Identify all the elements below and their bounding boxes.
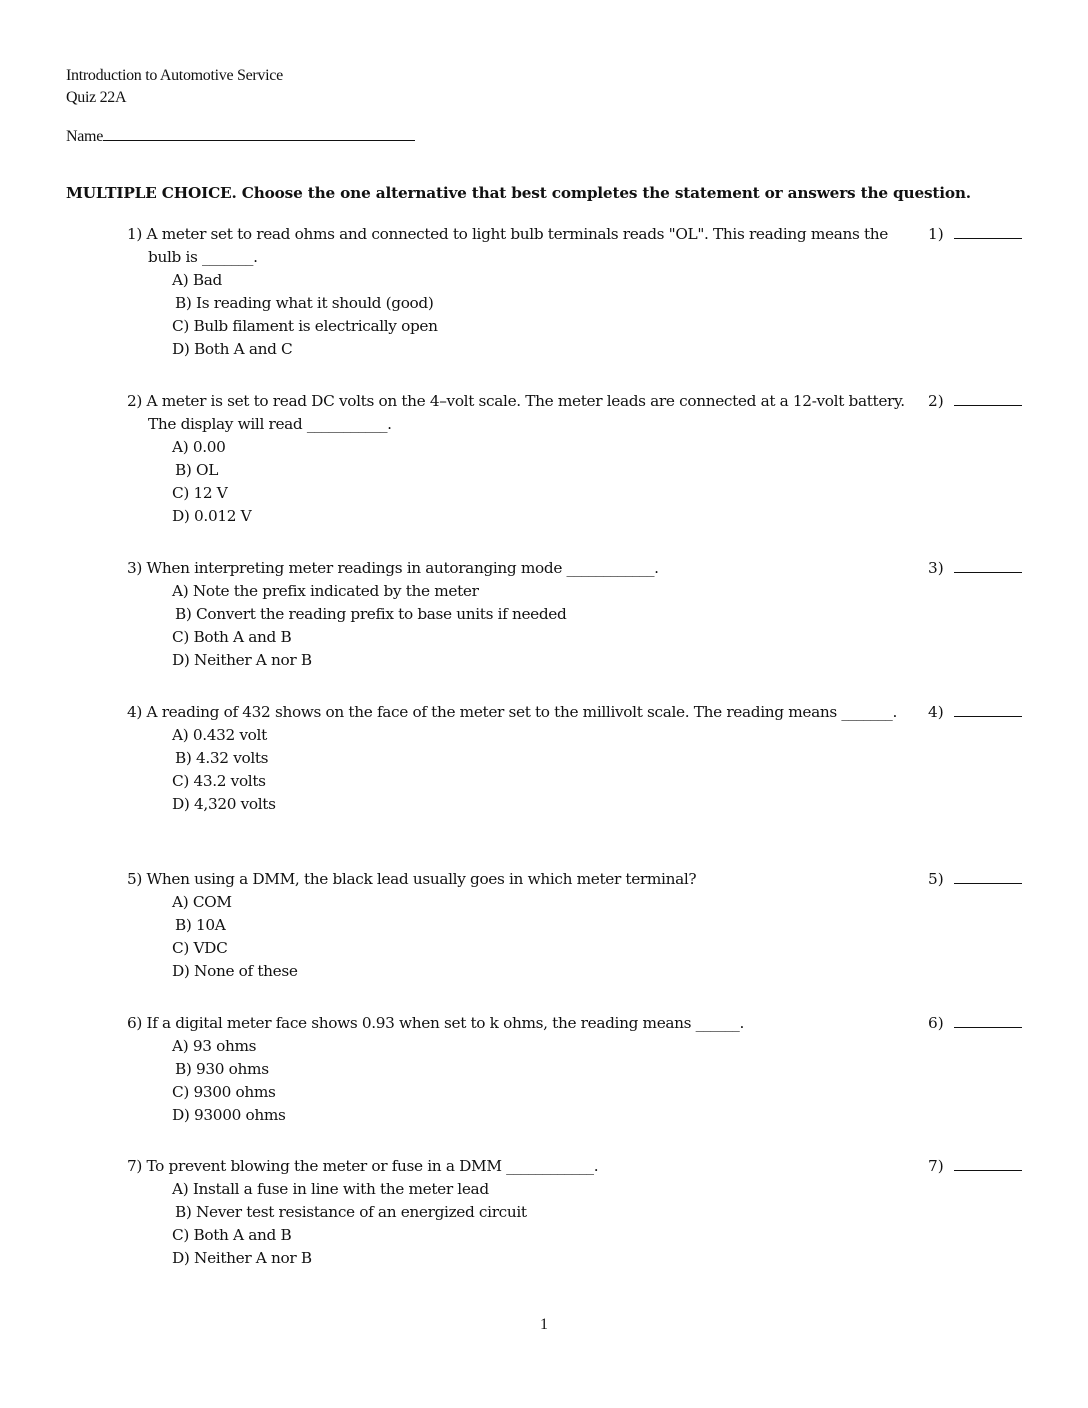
- answer-line[interactable]: [954, 702, 1022, 717]
- answer-line[interactable]: [954, 391, 1022, 406]
- answer-option[interactable]: D) 4,320 volts: [172, 795, 276, 813]
- answer-line[interactable]: [954, 1156, 1022, 1171]
- answer-option[interactable]: C) Both A and B: [172, 628, 292, 646]
- question-stem: 5) When using a DMM, the black lead usually goes in which meter terminal?: [127, 870, 697, 888]
- instructions: MULTIPLE CHOICE. Choose the one alternative that best completes the statement or answers the question.: [66, 184, 971, 202]
- course-title: Introduction to Automotive Service: [66, 67, 283, 84]
- answer-option[interactable]: B) Is reading what it should (good): [175, 294, 434, 312]
- question-stem: 4) A reading of 432 shows on the face of the meter set to the millivolt scale. The reading means _______.: [127, 703, 897, 721]
- answer-blank-7[interactable]: [928, 1155, 1028, 1178]
- answer-option[interactable]: D) 93000 ohms: [172, 1106, 286, 1124]
- question-3: [127, 557, 917, 672]
- answer-line[interactable]: [954, 1013, 1022, 1028]
- question-2: [127, 390, 917, 528]
- question-1: [127, 223, 917, 361]
- answer-option[interactable]: A) 0.00: [172, 438, 226, 456]
- quiz-title: Quiz 22A: [66, 89, 127, 106]
- answer-option[interactable]: B) 10A: [175, 916, 226, 934]
- answer-option[interactable]: B) Never test resistance of an energized circuit: [175, 1203, 527, 1221]
- answer-option[interactable]: B) OL: [175, 461, 219, 479]
- answer-blank-1[interactable]: [928, 223, 1028, 246]
- answer-number: 7): [928, 1157, 944, 1175]
- answer-blank-4[interactable]: [928, 701, 1028, 724]
- answer-blank-5[interactable]: [928, 868, 1028, 891]
- answer-number: 6): [928, 1014, 944, 1032]
- answer-number: 2): [928, 392, 944, 410]
- answer-option[interactable]: A) 0.432 volt: [172, 726, 267, 744]
- question-stem: 6) If a digital meter face shows 0.93 when set to k ohms, the reading means ______.: [127, 1014, 744, 1032]
- name-blank-line[interactable]: [103, 124, 415, 141]
- answer-number: 4): [928, 703, 944, 721]
- answer-option[interactable]: C) Both A and B: [172, 1226, 292, 1244]
- answer-number: 5): [928, 870, 944, 888]
- answer-option[interactable]: B) 4.32 volts: [175, 749, 269, 767]
- answer-option[interactable]: D) Neither A nor B: [172, 1249, 312, 1267]
- answer-option[interactable]: A) Note the prefix indicated by the meter: [172, 582, 479, 600]
- answer-option[interactable]: C) Bulb filament is electrically open: [172, 317, 438, 335]
- answer-option[interactable]: C) 12 V: [172, 484, 228, 502]
- question-stem: 3) When interpreting meter readings in autoranging mode ____________.: [127, 559, 659, 577]
- answer-blank-3[interactable]: [928, 557, 1028, 580]
- answer-number: 1): [928, 225, 944, 243]
- answer-blank-6[interactable]: [928, 1012, 1028, 1035]
- answer-number: 3): [928, 559, 944, 577]
- answer-option[interactable]: A) Install a fuse in line with the meter lead: [172, 1180, 489, 1198]
- name-field[interactable]: [66, 124, 415, 147]
- answer-option[interactable]: A) 93 ohms: [172, 1037, 257, 1055]
- answer-blank-2[interactable]: [928, 390, 1028, 413]
- page-number: 1: [540, 1316, 548, 1333]
- answer-option[interactable]: D) None of these: [172, 962, 298, 980]
- answer-option[interactable]: C) 43.2 volts: [172, 772, 266, 790]
- answer-line[interactable]: [954, 224, 1022, 239]
- answer-option[interactable]: B) Convert the reading prefix to base units if needed: [175, 605, 567, 623]
- question-7: [127, 1155, 917, 1270]
- question-4: [127, 701, 917, 816]
- answer-option[interactable]: D) Both A and C: [172, 340, 293, 358]
- answer-option[interactable]: A) Bad: [172, 271, 222, 289]
- answer-option[interactable]: C) 9300 ohms: [172, 1083, 276, 1101]
- question-6: [127, 1012, 917, 1127]
- answer-option[interactable]: C) VDC: [172, 939, 228, 957]
- name-label: Name: [66, 128, 104, 145]
- question-5: [127, 868, 917, 983]
- answer-option[interactable]: B) 930 ohms: [175, 1060, 269, 1078]
- question-stem: 1) A meter set to read ohms and connected to light bulb terminals reads "OL". This reading means the bulb is _______.: [127, 225, 888, 266]
- question-stem: 7) To prevent blowing the meter or fuse in a DMM ____________.: [127, 1157, 599, 1175]
- answer-option[interactable]: D) 0.012 V: [172, 507, 252, 525]
- answer-line[interactable]: [954, 869, 1022, 884]
- answer-line[interactable]: [954, 558, 1022, 573]
- question-stem: 2) A meter is set to read DC volts on the 4–volt scale. The meter leads are connected at a 12-volt battery. The display will read ___________.: [127, 392, 905, 433]
- answer-option[interactable]: D) Neither A nor B: [172, 651, 312, 669]
- answer-option[interactable]: A) COM: [172, 893, 232, 911]
